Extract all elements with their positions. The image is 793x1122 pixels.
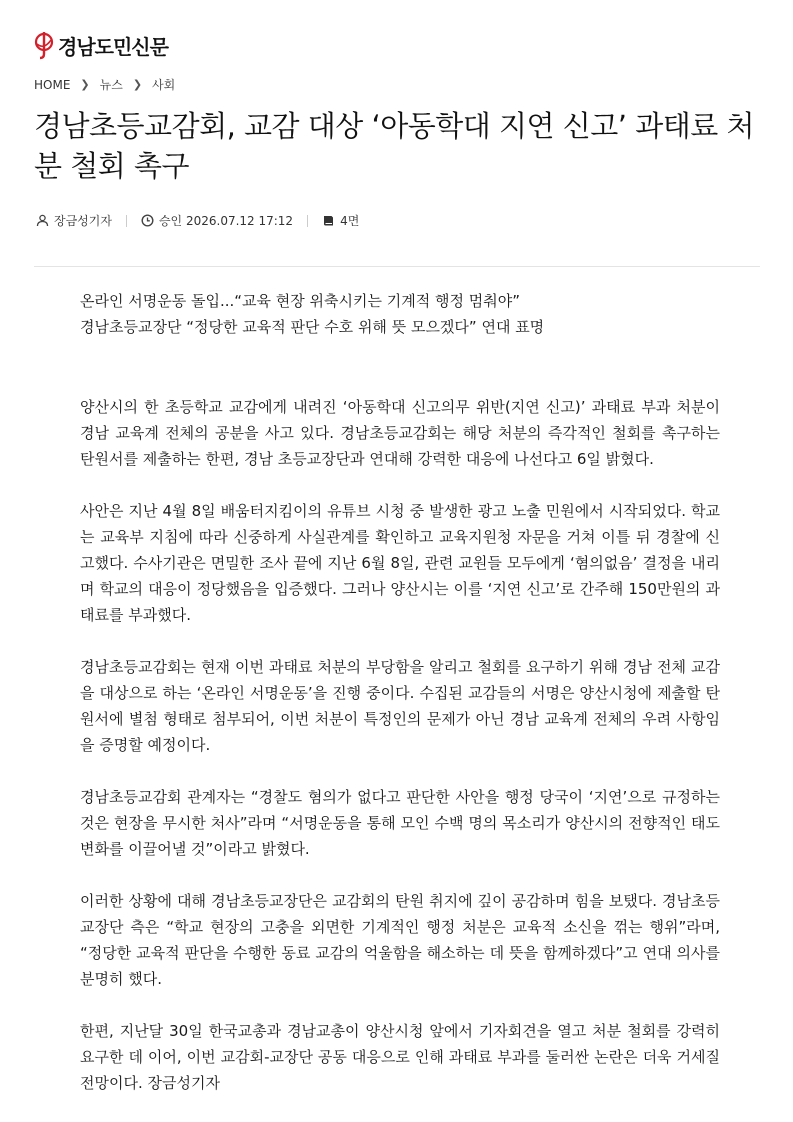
header-divider [34, 266, 760, 267]
article-title: 경남초등교감회, 교감 대상 ‘아동학대 지연 신고’ 과태료 처분 철회 촉구 [34, 109, 755, 183]
subhead-2: 경남초등교장단 “정당한 교육적 판단 수호 위해 뜻 모으겠다” 연대 표명 [80, 318, 545, 336]
article-meta [36, 212, 359, 229]
site-logo[interactable] [34, 30, 168, 60]
approved-datetime: 승인 2026.07.12 17:12 [158, 214, 294, 228]
paragraph-2: 사안은 지난 4월 8일 배움터지킴이의 유튜브 시청 중 발생한 광고 노출 민원에서 시작되었다. 학교는 교육부 지침에 따라 신중하게 사실관계를 확인하고 교육지원청 자문을 거쳐 이틀 뒤 경찰에 신고했다. 수사기관은 면밀한 조사 끝에 지난 6월 8일, 관련 교원들 모두에게 ‘혐의없음’ 결정을 내리며 학교의 대응이 정당했음을 입증했다. 그러나 양산시는 이를 ‘지연 신고’로 간주해 150만원의 과태료를 부과했다. [80, 502, 720, 624]
paragraph-6: 한편, 지난달 30일 한국교총과 경남교총이 양산시청 앞에서 기자회견을 열고 처분 철회를 강력히 요구한 데 이어, 이번 교감회-교장단 공동 대응으로 인해 과태료 부과를 둘러싼 논란은 더욱 거세질 전망이다. 장금성기자 [80, 1022, 720, 1092]
chevron-right-icon: ❯ [80, 78, 90, 91]
meta-divider [126, 215, 127, 227]
article-body [80, 288, 720, 1122]
paragraph-1: 양산시의 한 초등학교 교감에게 내려진 ‘아동학대 신고의무 위반(지연 신고)’ 과태료 부과 처분이 경남 교육계 전체의 공분을 사고 있다. 경남초등교감회는 해당 처분의 즉각적인 철회를 촉구하는 탄원서를 제출하는 한편, 경남 초등교장단과 연대해 강력한 대응에 나선다고 6일 밝혔다. [80, 398, 720, 468]
user-icon [36, 214, 49, 227]
breadcrumb-home[interactable]: HOME [34, 77, 71, 92]
paragraph-4: 경남초등교감회 관계자는 “경찰도 혐의가 없다고 판단한 사안을 행정 당국이 ‘지연’으로 규정하는 것은 현장을 무시한 처사”라며 “서명운동을 통해 모인 수백 명의 목소리가 양산시의 전향적인 태도 변화를 이끌어낼 것”이라고 밝혔다. [80, 788, 720, 858]
logo-mark-icon [34, 30, 56, 60]
subhead-1: 온라인 서명운동 돌입...“교육 현장 위축시키는 기계적 행정 멈춰야” [80, 292, 520, 310]
logo-text: 경남도민신문 [58, 34, 168, 59]
article-paragraphs [80, 394, 720, 1096]
article-subheads [80, 288, 720, 340]
meta-divider [307, 215, 308, 227]
breadcrumb [34, 76, 175, 93]
author-name: 장금성기자 [54, 214, 112, 228]
page-number: 4면 [340, 214, 360, 228]
approved-info [141, 212, 293, 229]
page-info [322, 212, 359, 229]
author-info [36, 212, 112, 229]
book-icon [322, 214, 335, 227]
paragraph-3: 경남초등교감회는 현재 이번 과태료 처분의 부당함을 알리고 철회를 요구하기 위해 경남 전체 교감을 대상으로 하는 ‘온라인 서명운동’을 진행 중이다. 수집된 교감들의 서명은 양산시청에 제출할 탄원서에 별첨 형태로 첨부되어, 이번 처분이 특정인의 문제가 아닌 경남 교육계 전체의 우려 사항임을 증명할 예정이다. [80, 658, 720, 754]
chevron-right-icon: ❯ [132, 78, 143, 91]
paragraph-5: 이러한 상황에 대해 경남초등교장단은 교감회의 탄원 취지에 깊이 공감하며 힘을 보탰다. 경남초등교장단 측은 “학교 현장의 고충을 외면한 기계적인 행정 처분은 교육적 소신을 꺾는 행위”라며, “정당한 교육적 판단을 수행한 동료 교감의 억울함을 해소하는 데 뜻을 함께하겠다”고 연대 의사를 분명히 했다. [80, 892, 720, 988]
breadcrumb-news[interactable]: 뉴스 [99, 78, 123, 92]
clock-icon [141, 214, 154, 227]
breadcrumb-society[interactable]: 사회 [152, 78, 176, 92]
